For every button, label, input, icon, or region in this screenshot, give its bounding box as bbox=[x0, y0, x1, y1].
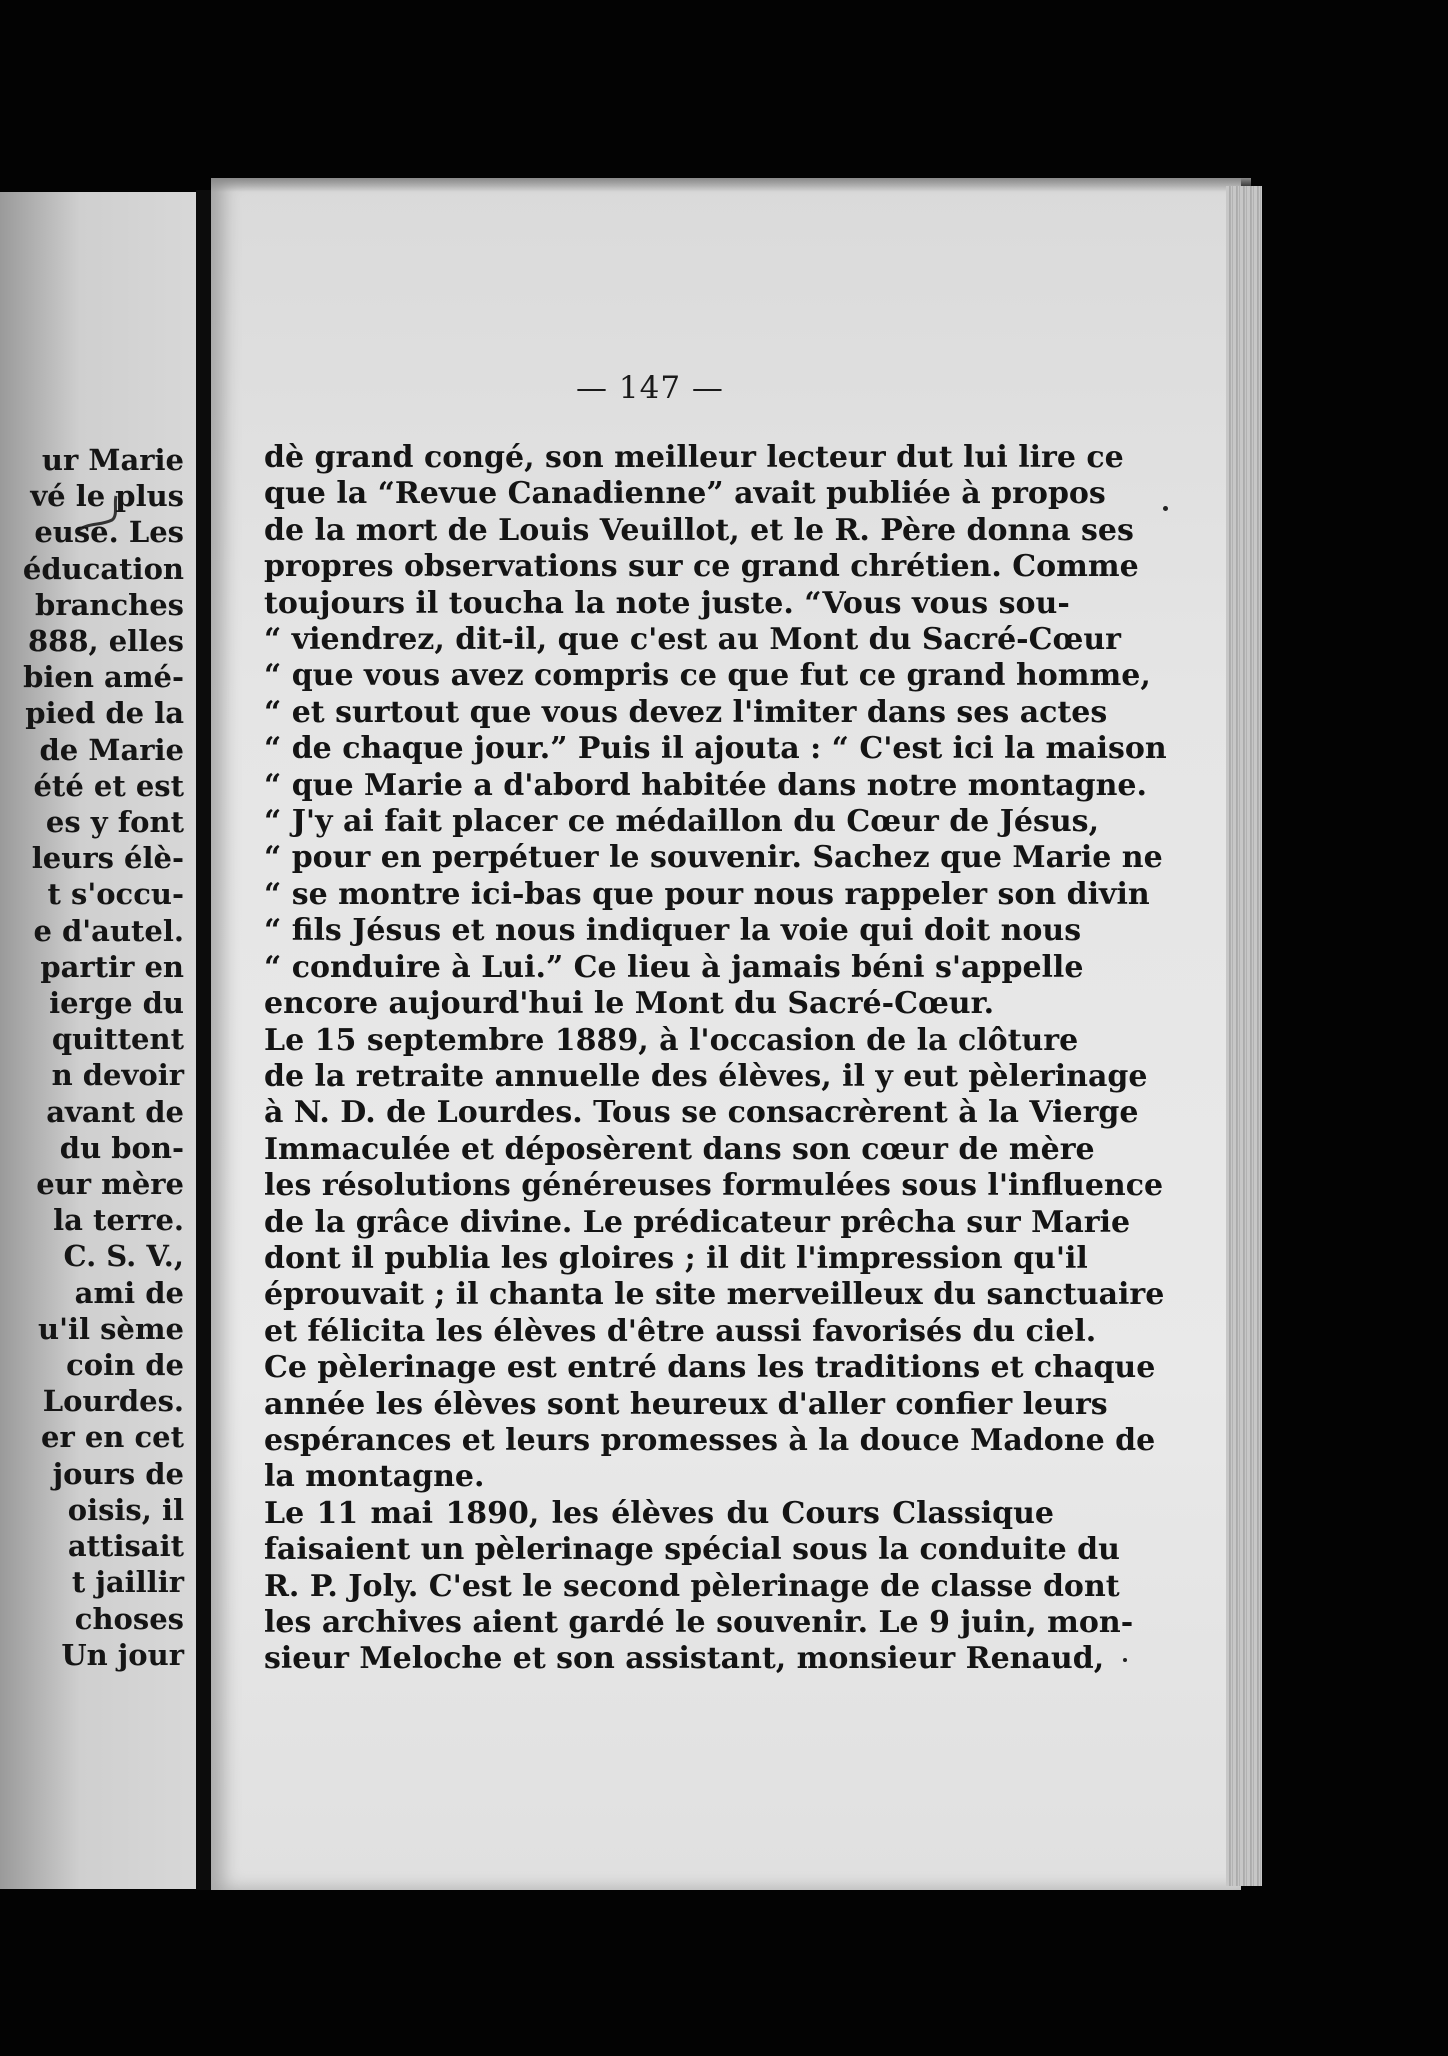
facing-page-line: du bon- bbox=[59, 1130, 184, 1165]
facing-page-line: u'il sème bbox=[37, 1311, 184, 1346]
facing-page-line: C. S. V., bbox=[63, 1239, 184, 1274]
facing-page-line: 888, elles bbox=[28, 624, 184, 659]
facing-page-line: ami de bbox=[74, 1275, 184, 1310]
text-line: R. P. Joly. C'est le second pèlerinage de classe dont bbox=[264, 1568, 1120, 1604]
facing-page-line: oisis, il bbox=[67, 1492, 184, 1527]
facing-page-line: branches bbox=[35, 587, 184, 622]
text-line: année les élèves sont heureux d'aller confier leurs bbox=[264, 1386, 1108, 1422]
facing-page-line: pied de la bbox=[25, 696, 184, 731]
page-number: — 147 — bbox=[576, 370, 724, 406]
facing-page-line: attisait bbox=[67, 1529, 184, 1564]
text-line: espérances et leurs promesses à la douce Madone de bbox=[264, 1422, 1156, 1458]
facing-page-line: de Marie bbox=[39, 732, 184, 767]
facing-page-line: jours de bbox=[52, 1456, 184, 1491]
facing-page-line: quittent bbox=[51, 1022, 184, 1057]
facing-page-line: Lourdes. bbox=[42, 1384, 184, 1419]
text-line: “ de chaque jour.” Puis il ajouta : “ C'est ici la maison bbox=[264, 731, 1167, 767]
text-line: “ viendrez, dit-il, que c'est au Mont du Sacré-Cœur bbox=[264, 622, 1121, 658]
facing-page-line: avant de bbox=[46, 1094, 184, 1129]
text-line: “ que vous avez compris ce que fut ce grand homme, bbox=[264, 658, 1151, 694]
text-line: les archives aient gardé le souvenir. Le 9 juin, mon- bbox=[264, 1605, 1134, 1640]
text-line: propres observations sur ce grand chrétien. Comme bbox=[264, 549, 1139, 585]
text-line: Le 15 septembre 1889, à l'occasion de la clôture bbox=[264, 1022, 1079, 1058]
facing-page-line: Un jour bbox=[61, 1637, 184, 1672]
text-line: sieur Meloche et son assistant, monsieur Renaud, bbox=[264, 1641, 1105, 1677]
text-line: et félicita les élèves d'être aussi favorisés du ciel. bbox=[264, 1313, 1097, 1349]
text-line: de la retraite annuelle des élèves, il y eut pèlerinage bbox=[264, 1058, 1148, 1094]
facing-page-fragment bbox=[0, 192, 200, 1889]
facing-page-line: eur mère bbox=[36, 1167, 184, 1202]
print-speck bbox=[1123, 1658, 1127, 1662]
facing-page-line: partir en bbox=[40, 949, 184, 984]
text-line: toujours il toucha la note juste. “Vous vous sou- bbox=[264, 585, 1070, 621]
facing-page-line: t jaillir bbox=[71, 1565, 184, 1600]
text-line: “ J'y ai fait placer ce médaillon du Cœur de Jésus, bbox=[264, 804, 1100, 840]
facing-page-line: éducation bbox=[22, 551, 184, 586]
text-line: à N. D. de Lourdes. Tous se consacrèrent à la Vierge bbox=[264, 1095, 1139, 1131]
facing-page-line: été et est bbox=[33, 768, 184, 803]
facing-page-line: euse. Les bbox=[34, 515, 184, 550]
facing-page-line: leurs élè- bbox=[31, 841, 184, 876]
text-line: Le 11 mai 1890, les élèves du Cours Classique bbox=[264, 1495, 1054, 1531]
text-line: de la grâce divine. Le prédicateur prêcha sur Marie bbox=[264, 1204, 1131, 1240]
facing-page-line: la terre. bbox=[53, 1203, 184, 1238]
text-line: que la “Revue Canadienne” avait publiée à propos bbox=[264, 476, 1106, 512]
text-line: faisaient un pèlerinage spécial sous la conduite du bbox=[264, 1532, 1120, 1568]
page-edges bbox=[1226, 186, 1262, 1886]
facing-page-line: t s'occu- bbox=[47, 877, 184, 912]
facing-page-line: coin de bbox=[66, 1348, 184, 1383]
facing-page-line: ierge du bbox=[49, 986, 184, 1021]
book-gutter bbox=[196, 190, 211, 1890]
facing-page-line: vé le plus bbox=[30, 479, 184, 514]
text-line: Ce pèlerinage est entré dans les traditions et chaque bbox=[264, 1350, 1156, 1386]
print-speck bbox=[1163, 506, 1168, 511]
facing-page-line: ur Marie bbox=[41, 443, 184, 477]
text-line: “ et surtout que vous devez l'imiter dans ses actes bbox=[264, 694, 1108, 730]
facing-page-line: er en cet bbox=[41, 1420, 184, 1455]
page-body-text bbox=[264, 440, 1167, 1678]
facing-page-line: es y font bbox=[45, 805, 184, 840]
text-line: “ que Marie a d'abord habitée dans notre montagne. bbox=[264, 767, 1147, 803]
text-line: la montagne. bbox=[264, 1459, 485, 1495]
page-top-shadow bbox=[211, 178, 1251, 192]
text-line: “ pour en perpétuer le souvenir. Sachez que Marie ne bbox=[264, 840, 1163, 876]
facing-page-line: n devoir bbox=[51, 1058, 184, 1093]
text-line: éprouvait ; il chanta le site merveilleux du sanctuaire bbox=[264, 1277, 1165, 1313]
text-line: dont il publia les gloires ; il dit l'impression qu'il bbox=[264, 1240, 1088, 1276]
facing-page-line: e d'autel. bbox=[33, 913, 184, 948]
text-line: encore aujourd'hui le Mont du Sacré-Cœur. bbox=[264, 986, 995, 1022]
text-line: Immaculée et déposèrent dans son cœur de mère bbox=[264, 1131, 1095, 1167]
facing-page-text bbox=[0, 442, 184, 1673]
text-line: “ se montre ici-bas que pour nous rappeler son divin bbox=[264, 876, 1150, 912]
text-line: les résolutions généreuses formulées sous l'influence bbox=[264, 1168, 1164, 1204]
facing-page-line: bien amé- bbox=[23, 660, 184, 695]
facing-page-line: choses bbox=[74, 1601, 184, 1636]
text-line: “ conduire à Lui.” Ce lieu à jamais béni s'appelle bbox=[264, 949, 1084, 985]
text-line: “ fils Jésus et nous indiquer la voie qui doit nous bbox=[264, 913, 1082, 949]
text-line: de la mort de Louis Veuillot, et le R. Père donna ses bbox=[264, 512, 1134, 548]
text-line: dè grand congé, son meilleur lecteur dut lui lire ce bbox=[264, 440, 1124, 475]
